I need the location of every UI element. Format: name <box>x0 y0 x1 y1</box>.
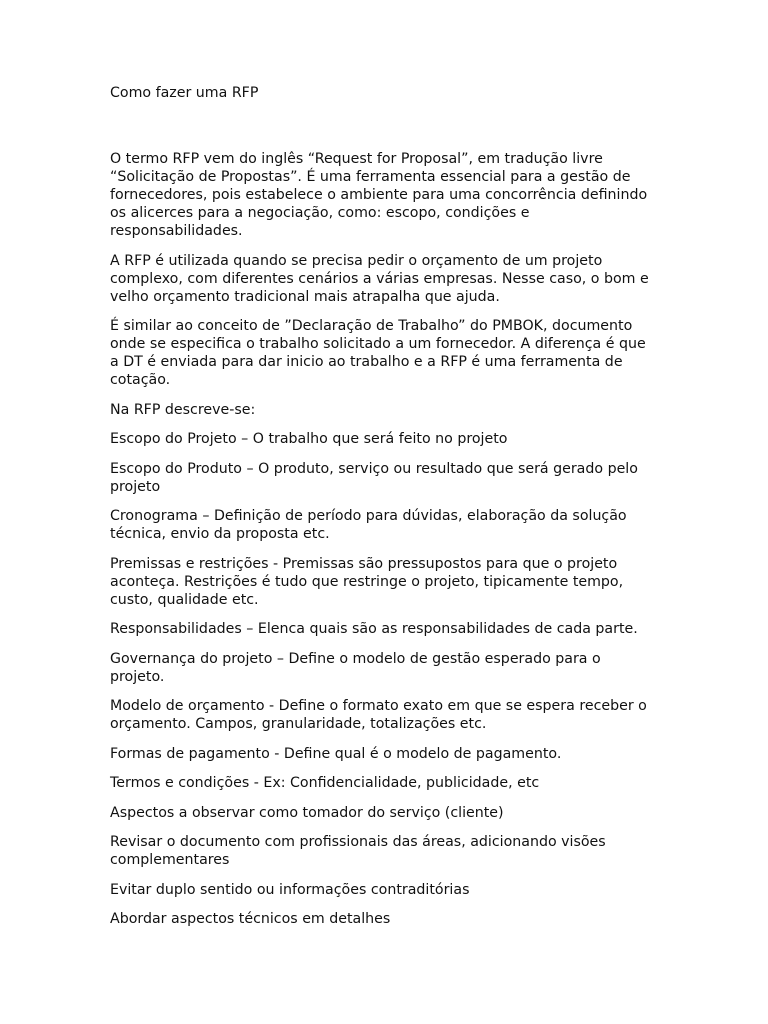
list-item-product-scope: Escopo do Produto – O produto, serviço ou resultado que será gerado pelo projeto <box>110 460 638 495</box>
list-item-schedule: Cronograma – Definição de período para dúvidas, elaboração da solução técnica, envio da proposta etc. <box>110 508 627 542</box>
list-item-project-scope: Escopo do Projeto – O trabalho que será feito no projeto <box>110 431 508 447</box>
list-item-responsibilities: Responsabilidades – Elenca quais são as responsabilidades de cada parte. <box>110 621 638 637</box>
document-body <box>110 84 655 940</box>
list-item-governance: Governança do projeto – Define o modelo de gestão esperado para o projeto. <box>110 650 601 685</box>
paragraph-usage: A RFP é utilizada quando se precisa pedir o orçamento de um projeto complexo, com diferentes cenários a várias empresas. Nesse caso, o bom e velho orçamento tradicional mais atrapalha que ajuda. <box>110 252 649 305</box>
paragraph-list-intro: Na RFP descreve-se: <box>110 401 256 418</box>
list-item-terms: Termos e condições - Ex: Confidencialidade, publicidade, etc <box>110 775 540 791</box>
paragraph-comparison: É similar ao conceito de ”Declaração de Trabalho” do PMBOK, documento onde se especifica o trabalho solicitado a um fornecedor. A diferença é que a DT é enviada para dar inicio ao trabalho e a RFP é uma ferramenta de cotação. <box>110 318 646 388</box>
list-item-budget-model: Modelo de orçamento - Define o formato exato em que se espera receber o orçamento. Campos, granularidade, totalizações etc. <box>110 698 647 732</box>
list-item-technical-details: Abordar aspectos técnicos em detalhes <box>110 911 391 927</box>
list-item-avoid-ambiguity: Evitar duplo sentido ou informações contraditórias <box>110 881 470 898</box>
list-item-review: Revisar o documento com profissionais das áreas, adicionando visões complementares <box>110 834 606 868</box>
paragraph-intro: O termo RFP vem do inglês “Request for Proposal”, em tradução livre “Solicitação de Propostas”. É uma ferramenta essencial para a gestão de fornecedores, pois estabelece o ambiente para uma concorrência definindo os alicerces para a negociação, como: escopo, condições e responsabilidades. <box>110 151 648 239</box>
list-item-payment: Formas de pagamento - Define qual é o modelo de pagamento. <box>110 745 562 762</box>
list-item-assumptions: Premissas e restrições - Premissas são pressupostos para que o projeto aconteça. Restrições é tudo que restringe o projeto, tipicamente tempo, custo, qualidade etc. <box>110 555 624 608</box>
document-title: Como fazer uma RFP <box>110 85 259 101</box>
paragraph-aspects: Aspectos a observar como tomador do serviço (cliente) <box>110 804 504 821</box>
